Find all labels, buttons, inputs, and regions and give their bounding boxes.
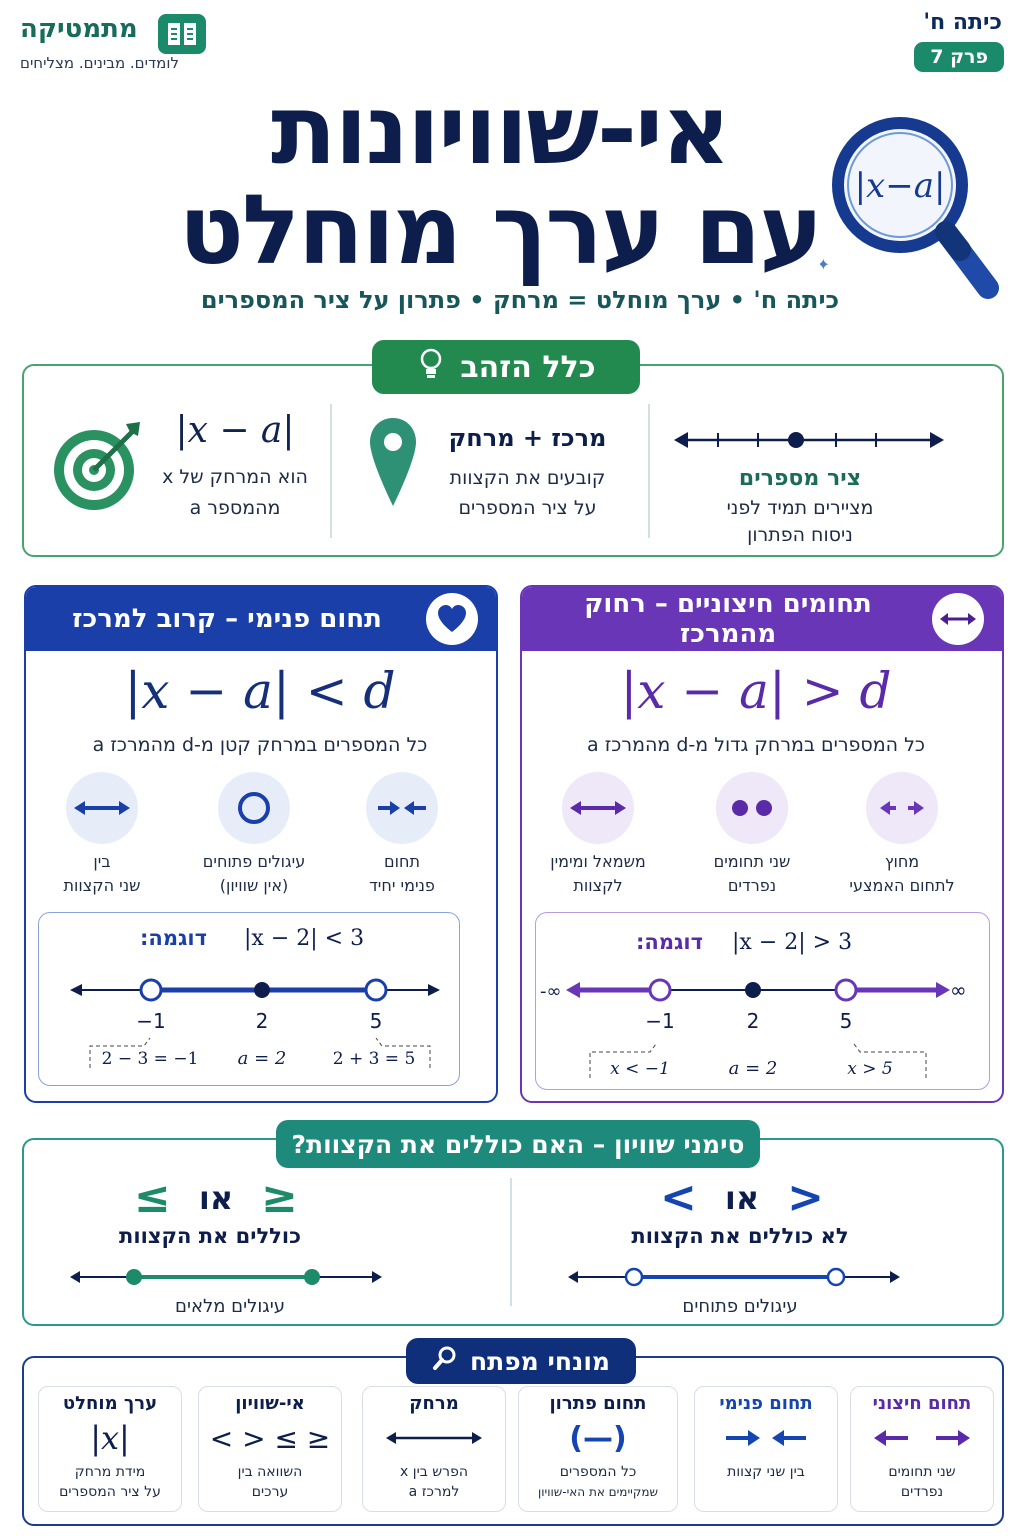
golden-formula: |x − a| [175, 410, 295, 451]
note-label: x > 5 [847, 1059, 893, 1079]
equality-title: סימני שוויון – האם כוללים את הקצוות? [276, 1120, 760, 1168]
open-endpoint [141, 980, 161, 1000]
neg-infinity: -∞ [540, 981, 562, 1002]
two-dots-icon [716, 772, 788, 844]
center-point [254, 982, 270, 998]
inner-example-label: דוגמה: [140, 926, 207, 950]
pos-infinity: ∞ [950, 978, 967, 1002]
book-icon [158, 14, 206, 54]
note-label: x < −1 [610, 1059, 670, 1079]
golden-col-right-line2: ניסוח הפתרון [747, 524, 853, 546]
magnifier-text: |x−a| [854, 166, 946, 206]
note-label: a = 2 [237, 1048, 287, 1069]
nonstrict-text: כוללים את הקצוות [119, 1224, 301, 1248]
outer-feature-1: מחוץ לתחום האמצעי [849, 852, 955, 895]
heart-icon [426, 593, 478, 645]
search-icon [432, 1345, 458, 1377]
strict-symbols: < או > [660, 1172, 825, 1223]
golden-col-mid-line1: קובעים את הקצוות [449, 467, 606, 489]
golden-col-right-line1: מציירים תמיד לפני [726, 497, 874, 519]
tick-label: 2 [255, 1009, 269, 1033]
inner-number-line [60, 960, 450, 1080]
golden-col-right-title: ציר מספרים [738, 466, 862, 491]
term-card-inner-range: תחום פנימי בין שני קצוות [694, 1386, 838, 1512]
tick-label: −1 [645, 1009, 675, 1033]
lightbulb-icon [416, 346, 446, 388]
closed-circles-line [66, 1262, 386, 1292]
tick-label: 2 [746, 1009, 760, 1033]
outer-card-header [522, 587, 1002, 651]
inner-description: כל המספרים במרחק קטן מ-d מהמרכז a [92, 734, 428, 756]
golden-rule-header [372, 340, 640, 394]
double-arrow-icon [363, 1414, 505, 1462]
inner-feature-2: עיגולים פתוחים (אין שוויון) [202, 852, 306, 895]
arrows-outward-icon [866, 772, 938, 844]
term-card-solution-range: תחום פתרון (—) כל המספרים שמקיימים את האי-שוויון [518, 1386, 678, 1512]
brand-name: מתמטיקה [20, 14, 138, 44]
note-label: 2 + 3 = 5 [332, 1049, 416, 1069]
outer-inequality: |x − a| > d [620, 662, 892, 720]
grade-label: כיתה ח' [923, 10, 1002, 35]
page-title-line2: עם ערך מוחלט [178, 174, 822, 286]
equality-divider [510, 1178, 512, 1306]
open-endpoint [836, 980, 856, 1000]
open-circle-icon [218, 772, 290, 844]
strict-text: לא כוללים את הקצוות [631, 1224, 849, 1248]
inner-example-inequality: |x − 2| < 3 [244, 926, 365, 951]
outer-feature-3: משמאל ומימין לקצוות [550, 852, 646, 895]
golden-divider [330, 404, 332, 538]
golden-col-left-line2: מהמספר a [189, 497, 281, 519]
double-arrow-icon [562, 772, 634, 844]
outer-feature-2: שני תחומים נפרדים [713, 852, 791, 895]
term-card-absolute-value: ערך מוחלט |x| מידת מרחק על ציר המספרים [38, 1386, 182, 1512]
golden-rule-title: כלל הזהב [460, 349, 596, 385]
inner-card-header [26, 587, 496, 651]
key-terms-header [406, 1338, 636, 1384]
outer-example-label: דוגמה: [636, 930, 703, 954]
inner-feature-3: בין שני הקצוות [63, 852, 141, 895]
open-circles-line [564, 1262, 904, 1292]
arrows-inward-icon [366, 772, 438, 844]
golden-col-mid-title: מרכז + מרחק [448, 424, 607, 452]
open-endpoint [650, 980, 670, 1000]
golden-col-left-line1: הוא המרחק של x [162, 466, 308, 488]
tick-label: −1 [136, 1009, 166, 1033]
term-card-distance: מרחק הפרש בין x למרכז a [362, 1386, 506, 1512]
tick-label: 5 [839, 1009, 853, 1033]
magnifier-icon [820, 110, 1020, 320]
page-title-line1: אי-שוויונות [271, 74, 729, 186]
page-subtitle: כיתה ח' • ערך מוחלט = מרחק • פתרון על ציר המספרים [200, 286, 840, 314]
double-arrow-icon [932, 593, 984, 645]
target-icon [50, 418, 146, 514]
outer-card-title: תחומים חיצוניים – רחוק מהמרכז [584, 589, 872, 649]
arrows-inward-icon [695, 1414, 837, 1462]
note-label: a = 2 [728, 1058, 778, 1079]
inner-card-title: תחום פנימי – קרוב למרכז [72, 604, 382, 634]
nonstrict-symbols: ≤ או ≥ [134, 1172, 299, 1223]
golden-col-mid-line2: על ציר המספרים [458, 497, 597, 519]
location-pin-icon [368, 416, 418, 508]
tick-label: 5 [369, 1009, 383, 1033]
double-arrow-icon [66, 772, 138, 844]
golden-divider [648, 404, 650, 538]
inner-feature-1: תחום פנימי יחיד [369, 852, 435, 895]
chapter-badge: פרק 7 [914, 42, 1004, 72]
outer-example-inequality: |x − 2| > 3 [732, 930, 853, 955]
arrows-outward-icon [851, 1414, 993, 1462]
outer-description: כל המספרים במרחק גדול מ-d מהמרכז a [587, 734, 925, 756]
strict-subtext: עיגולים פתוחים [682, 1296, 798, 1317]
brand-tagline: לומדים. מבינים. מצליחים [20, 54, 179, 72]
center-point [745, 982, 761, 998]
key-terms-title: מונחי מפתח [469, 1346, 611, 1376]
term-card-outer-range: תחום חיצוני שני תחומים נפרדים [850, 1386, 994, 1512]
term-card-inequality: אי-שוויון < > ≤ ≥ השוואה בין ערכים [198, 1386, 342, 1512]
open-endpoint [366, 980, 386, 1000]
inner-inequality: |x − a| < d [124, 662, 396, 720]
note-label: 2 − 3 = −1 [101, 1049, 199, 1069]
nonstrict-subtext: עיגולים מלאים [175, 1296, 285, 1317]
svg-text:✦: ✦ [820, 255, 830, 274]
outer-number-line [540, 962, 980, 1084]
number-line-icon [670, 420, 960, 460]
